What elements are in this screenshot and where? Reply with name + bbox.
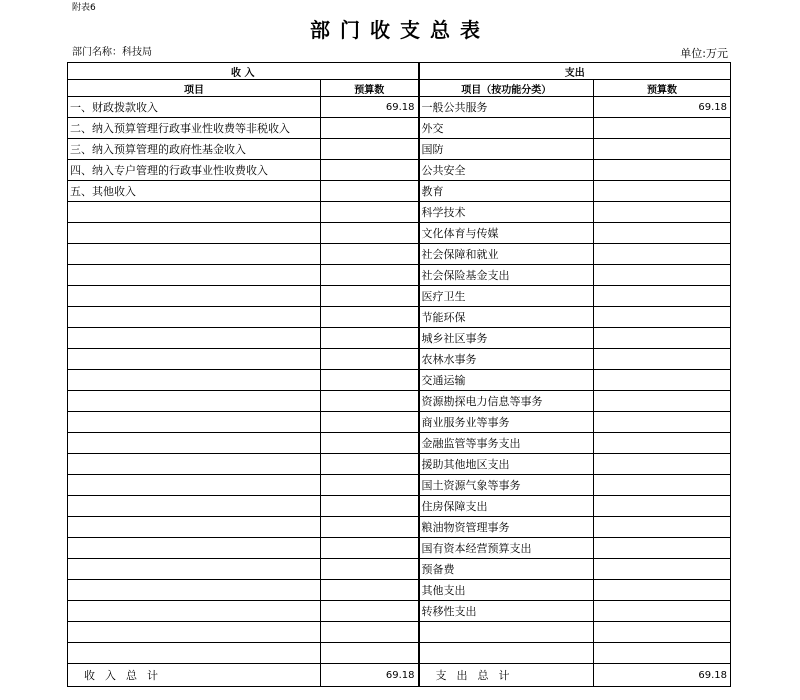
income-item-cell — [68, 601, 321, 622]
income-item-cell — [68, 223, 321, 244]
expense-budget-cell — [594, 160, 731, 181]
expense-item-cell: 粮油物资管理事务 — [419, 517, 594, 538]
expense-item-cell: 科学技术 — [419, 202, 594, 223]
income-item-cell — [68, 622, 321, 643]
income-item-cell: 一、财政拨款收入 — [68, 97, 321, 118]
table-row — [68, 118, 731, 139]
expense-budget-cell — [594, 454, 731, 475]
table-row — [68, 181, 731, 202]
income-budget-cell — [321, 412, 419, 433]
income-budget-cell — [321, 370, 419, 391]
expense-item-cell: 国有资本经营预算支出 — [419, 538, 594, 559]
income-item-cell — [68, 433, 321, 454]
income-item-cell — [68, 286, 321, 307]
income-budget-cell — [321, 202, 419, 223]
expense-budget-cell — [594, 349, 731, 370]
income-item-cell — [68, 265, 321, 286]
expense-item-cell: 社会保险基金支出 — [419, 265, 594, 286]
expense-budget-cell — [594, 286, 731, 307]
expense-item-cell: 农林水事务 — [419, 349, 594, 370]
expense-budget-cell — [594, 139, 731, 160]
income-budget-cell — [321, 391, 419, 412]
expense-total-label: 支出总计 — [419, 664, 594, 687]
income-item-cell — [68, 517, 321, 538]
table-row — [68, 496, 731, 517]
unit-label: 单位:万元 — [680, 47, 728, 60]
income-item-cell: 二、纳入预算管理行政事业性收费等非税收入 — [68, 118, 321, 139]
income-item-cell: 三、纳入预算管理的政府性基金收入 — [68, 139, 321, 160]
table-row — [68, 328, 731, 349]
section-header-row — [68, 63, 731, 80]
income-budget-cell — [321, 223, 419, 244]
expense-budget-cell — [594, 559, 731, 580]
expense-item-cell: 转移性支出 — [419, 601, 594, 622]
income-budget-cell: 69.18 — [321, 97, 419, 118]
expense-budget-cell — [594, 118, 731, 139]
expense-item-cell: 文化体育与传媒 — [419, 223, 594, 244]
table-row — [68, 433, 731, 454]
income-budget-cell — [321, 349, 419, 370]
table-row — [68, 580, 731, 601]
table-row — [68, 307, 731, 328]
table-row — [68, 622, 731, 643]
col-header-item: 项目 — [68, 80, 321, 97]
expense-item-cell: 外交 — [419, 118, 594, 139]
revenue-expense-table — [67, 62, 731, 687]
expense-budget-cell — [594, 538, 731, 559]
income-item-cell: 五、其他收入 — [68, 181, 321, 202]
income-item-cell — [68, 412, 321, 433]
expense-budget-cell — [594, 307, 731, 328]
expense-item-cell — [419, 643, 594, 664]
income-budget-cell — [321, 433, 419, 454]
expense-budget-cell — [594, 580, 731, 601]
column-header-row — [68, 80, 731, 97]
table-row — [68, 265, 731, 286]
income-budget-cell — [321, 181, 419, 202]
income-budget-cell — [321, 286, 419, 307]
expense-item-cell: 援助其他地区支出 — [419, 454, 594, 475]
expense-budget-cell — [594, 202, 731, 223]
income-budget-cell — [321, 622, 419, 643]
table-row — [68, 643, 731, 664]
income-item-cell — [68, 496, 321, 517]
expense-item-cell: 社会保障和就业 — [419, 244, 594, 265]
col-header-budget: 预算数 — [321, 80, 419, 97]
expense-item-cell: 其他支出 — [419, 580, 594, 601]
expense-budget-cell — [594, 223, 731, 244]
income-item-cell — [68, 370, 321, 391]
income-budget-cell — [321, 538, 419, 559]
income-item-cell — [68, 244, 321, 265]
income-budget-cell — [321, 559, 419, 580]
expense-budget-cell — [594, 622, 731, 643]
income-budget-cell — [321, 307, 419, 328]
income-section-title: 收 入 — [68, 63, 419, 80]
income-budget-cell — [321, 244, 419, 265]
expense-item-cell: 教育 — [419, 181, 594, 202]
expense-item-cell: 商业服务业等事务 — [419, 412, 594, 433]
page-title: 部门收支总表 — [310, 18, 490, 42]
expense-budget-cell — [594, 412, 731, 433]
expense-item-cell: 公共安全 — [419, 160, 594, 181]
table-row — [68, 97, 731, 118]
expense-item-cell — [419, 622, 594, 643]
expense-budget-cell — [594, 244, 731, 265]
income-budget-cell — [321, 139, 419, 160]
expense-budget-cell — [594, 643, 731, 664]
table-row — [68, 160, 731, 181]
table-row — [68, 139, 731, 160]
income-budget-cell — [321, 517, 419, 538]
col-header-func-budget: 预算数 — [594, 80, 731, 97]
income-item-cell — [68, 202, 321, 223]
expense-item-cell: 医疗卫生 — [419, 286, 594, 307]
income-item-cell — [68, 559, 321, 580]
expense-item-cell: 国防 — [419, 139, 594, 160]
expense-budget-cell — [594, 496, 731, 517]
table-row — [68, 391, 731, 412]
col-header-func-item: 项目（按功能分类） — [419, 80, 594, 97]
expense-budget-cell — [594, 475, 731, 496]
expense-budget-cell — [594, 517, 731, 538]
expense-budget-cell — [594, 433, 731, 454]
table-row — [68, 454, 731, 475]
expense-budget-cell: 69.18 — [594, 97, 731, 118]
table-row — [68, 202, 731, 223]
table-row — [68, 559, 731, 580]
table-row — [68, 223, 731, 244]
income-budget-cell — [321, 328, 419, 349]
table-row — [68, 601, 731, 622]
expense-item-cell: 一般公共服务 — [419, 97, 594, 118]
income-item-cell — [68, 391, 321, 412]
expense-budget-cell — [594, 328, 731, 349]
income-budget-cell — [321, 601, 419, 622]
expense-item-cell: 金融监管等事务支出 — [419, 433, 594, 454]
income-budget-cell — [321, 160, 419, 181]
total-row — [68, 664, 731, 687]
table-row — [68, 244, 731, 265]
income-budget-cell — [321, 580, 419, 601]
income-budget-cell — [321, 454, 419, 475]
income-budget-cell — [321, 475, 419, 496]
income-budget-cell — [321, 265, 419, 286]
income-item-cell — [68, 643, 321, 664]
income-item-cell — [68, 328, 321, 349]
expense-budget-cell — [594, 265, 731, 286]
appendix-note: 附表6 — [72, 3, 96, 13]
expense-total-value: 69.18 — [594, 664, 731, 687]
expense-item-cell: 预备费 — [419, 559, 594, 580]
table-row — [68, 475, 731, 496]
table-row — [68, 370, 731, 391]
table-row — [68, 349, 731, 370]
income-item-cell — [68, 580, 321, 601]
table-row — [68, 286, 731, 307]
expense-budget-cell — [594, 181, 731, 202]
income-item-cell — [68, 349, 321, 370]
expense-budget-cell — [594, 391, 731, 412]
table-row — [68, 517, 731, 538]
income-item-cell: 四、纳入专户管理的行政事业性收费收入 — [68, 160, 321, 181]
expense-item-cell: 城乡社区事务 — [419, 328, 594, 349]
income-item-cell — [68, 307, 321, 328]
income-budget-cell — [321, 496, 419, 517]
expense-section-title: 支出 — [419, 63, 731, 80]
table-row — [68, 412, 731, 433]
expense-item-cell: 节能环保 — [419, 307, 594, 328]
income-budget-cell — [321, 643, 419, 664]
expense-budget-cell — [594, 370, 731, 391]
income-budget-cell — [321, 118, 419, 139]
income-item-cell — [68, 475, 321, 496]
expense-item-cell: 住房保障支出 — [419, 496, 594, 517]
income-item-cell — [68, 538, 321, 559]
expense-item-cell: 国土资源气象等事务 — [419, 475, 594, 496]
expense-budget-cell — [594, 601, 731, 622]
income-item-cell — [68, 454, 321, 475]
expense-item-cell: 资源勘探电力信息等事务 — [419, 391, 594, 412]
income-total-label: 收入总计 — [68, 664, 321, 687]
expense-item-cell: 交通运输 — [419, 370, 594, 391]
department-label: 部门名称：科技局 — [72, 47, 152, 58]
income-total-value: 69.18 — [321, 664, 419, 687]
table-row — [68, 538, 731, 559]
